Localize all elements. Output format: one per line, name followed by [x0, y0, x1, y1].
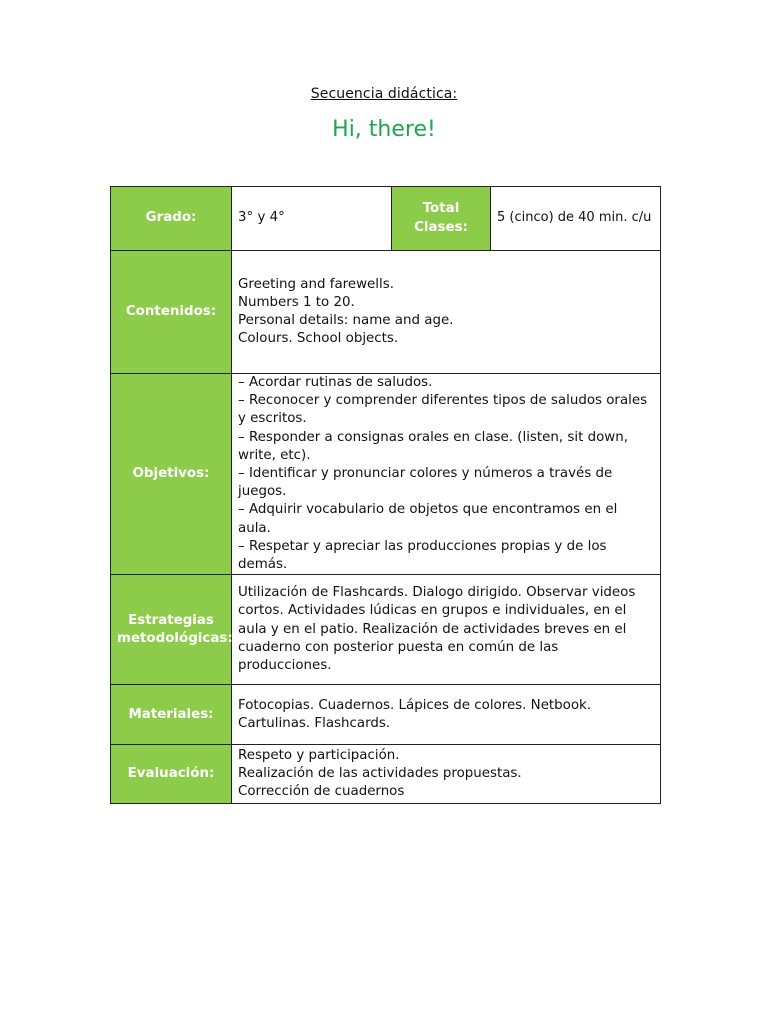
evaluacion-line: Realización de las actividades propuestas. — [238, 766, 522, 782]
estrategias-label: Estrategias metodológicas: — [111, 575, 232, 685]
row-evaluacion — [111, 745, 661, 804]
estrategias-value: Utilización de Flashcards. Dialogo dirigido. Observar videos cortos. Actividades lúdicas en grupos e individuales, en el aula y en el patio. Realización de actividades breves en el cuaderno con posterior puesta en común de las producciones. — [232, 575, 661, 685]
total-clases-value: 5 (cinco) de 40 min. c/u — [491, 187, 661, 251]
evaluacion-line: Respeto y participación. — [238, 747, 400, 763]
row-estrategias — [111, 575, 661, 685]
objetivos-line: – Responder a consignas orales en clase. (listen, sit down, write, etc). — [238, 429, 628, 463]
evaluacion-line: Corrección de cuadernos — [238, 784, 405, 800]
grado-value: 3° y 4° — [232, 187, 392, 251]
document-subtitle: Secuencia didáctica: — [310, 86, 458, 102]
row-objetivos — [111, 374, 661, 575]
contenidos-line: Numbers 1 to 20. — [238, 294, 355, 310]
objetivos-line: – Identificar y pronunciar colores y números a través de juegos. — [238, 466, 613, 500]
contenidos-value — [232, 251, 661, 374]
total-clases-label: Total Clases: — [392, 187, 491, 251]
materiales-label: Materiales: — [111, 685, 232, 745]
objetivos-line: – Respetar y apreciar las producciones propias y de los demás. — [238, 538, 607, 573]
evaluacion-value — [232, 745, 661, 804]
lesson-plan-table — [110, 186, 661, 804]
grado-label: Grado: — [111, 187, 232, 251]
materiales-value: Fotocopias. Cuadernos. Lápices de colores. Netbook. Cartulinas. Flashcards. — [232, 685, 661, 745]
row-materiales — [111, 685, 661, 745]
objetivos-line: – Acordar rutinas de saludos. — [238, 375, 433, 390]
contenidos-line: Personal details: name and age. — [238, 313, 454, 328]
objetivos-value — [232, 374, 661, 575]
objetivos-line: – Reconocer y comprender diferentes tipos de saludos orales y escritos. — [238, 393, 648, 427]
objetivos-label: Objetivos: — [111, 374, 232, 575]
objetivos-line: – Adquirir vocabulario de objetos que encontramos en el aula. — [238, 502, 618, 536]
contenidos-line: Colours. School objects. — [238, 331, 399, 347]
document-title: Hi, there! — [332, 117, 436, 142]
evaluacion-label: Evaluación: — [111, 745, 232, 804]
row-grado — [111, 187, 661, 251]
row-contenidos — [111, 251, 661, 374]
contenidos-label: Contenidos: — [111, 251, 232, 374]
contenidos-line: Greeting and farewells. — [238, 276, 394, 292]
